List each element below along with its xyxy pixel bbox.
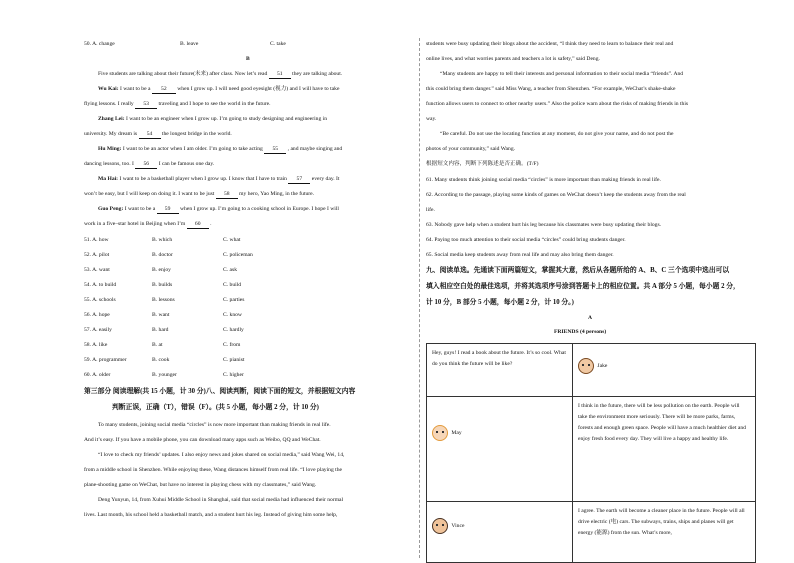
- passage-line: from a middle school in Shenzhen. While enjoying these, Wang distances himself from real life. “I love playing the: [84, 467, 342, 473]
- vince-name: Vince: [451, 522, 465, 529]
- option-b: B. hard: [152, 327, 169, 333]
- passage-line: online lives, and what worries parents and teachers a lot is safety,” said Deng.: [426, 56, 600, 62]
- option-c: C. policeman: [223, 252, 253, 258]
- intro-line: [98, 72, 342, 79]
- text: university. My dream is: [84, 131, 138, 137]
- option-a: 52. A. pilot: [84, 252, 110, 258]
- passage-line: function allows users to connect to other nearby users.” Also the police warn about the risks of making friends in this: [426, 101, 689, 107]
- option-c: C. hardly: [223, 327, 244, 333]
- option-c: C. know: [223, 312, 242, 318]
- option-b: B. want: [152, 312, 170, 318]
- hu-line-1: [98, 147, 342, 154]
- q50-row: [84, 41, 286, 48]
- statement-61: 61. Many students think joining social media “circles” is more important than making friends in real life.: [426, 177, 661, 183]
- option-a: 59. A. programmer: [84, 357, 127, 363]
- passage-line: this could bring them danger.” said Miss Wang, a teacher from Shenzhen. “For example, WeChat’s shake-shake: [426, 86, 676, 92]
- text: I want to be a: [124, 206, 156, 212]
- q50-option-b: B. leave: [180, 41, 199, 47]
- blank-51: 51: [269, 72, 291, 79]
- speaker-name: Wu Kai:: [98, 86, 119, 92]
- text: I want to be a: [119, 86, 151, 92]
- blank-55: 55: [264, 147, 286, 154]
- q50-option-a: 50. A. change: [84, 41, 115, 47]
- option-c: C. pianist: [223, 357, 245, 363]
- passage-line: To many students, joining social media “circles” is now more important than making friends in real life.: [98, 422, 331, 428]
- option-a: 57. A. easily: [84, 327, 112, 333]
- passage-line: Deng Yunyun, 14, from Xuhui Middle School in Shanghai, said that social media had influenced their normal: [98, 497, 344, 503]
- passage-line: “Many students are happy to tell their interests and personal information to their social media “friends”. And: [440, 71, 684, 77]
- option-a: 54. A. to build: [84, 282, 117, 288]
- jake-cell: [573, 344, 756, 397]
- jake-message: Hey, guys! I read a book about the future. It’s so cool. What do you think the future will be like?: [427, 344, 573, 397]
- judge-instruction: 根据短文内容，判断下列陈述是否正确。(T/F): [426, 161, 539, 167]
- option-b: B. younger: [152, 372, 177, 378]
- vince-avatar-icon: [432, 518, 448, 534]
- option-b: B. cook: [152, 357, 170, 363]
- text: I want to be an engineer when I grow up. I’m going to study designing and engineering in: [125, 116, 328, 122]
- option-c: C. higher: [223, 372, 244, 378]
- ma-line-2: [84, 192, 314, 199]
- option-a: 53. A. want: [84, 267, 110, 273]
- text: the longest bridge in the world.: [161, 131, 232, 137]
- passage-line: lives. Last month, his school held a basketball match, and a student hurt his leg. Instead of giving him some help,: [84, 512, 338, 518]
- guo-line-1: [98, 207, 339, 214]
- friends-row-jake: [427, 344, 756, 397]
- text: I want to be a basketball player when I grow up. I know that I have to train: [119, 176, 287, 182]
- may-name: May: [451, 429, 462, 436]
- section-a-label: A: [588, 315, 593, 321]
- option-c: C. from: [223, 342, 241, 348]
- section9-heading-3: 计 10 分，B 部分 5 小题，每小题 2 分，计 10 分。): [426, 299, 574, 306]
- zhang-line-1: [98, 117, 327, 123]
- option-b: B. lessons: [152, 297, 175, 303]
- passage-line: photos of your community,” said Wang.: [426, 146, 516, 152]
- section-b-label: B: [246, 56, 250, 62]
- text: I want to be an actor when I am older. I’m going to take acting: [122, 146, 263, 152]
- option-a: 60. A. older: [84, 372, 111, 378]
- wu-line-2: [84, 102, 271, 109]
- option-c: C. ask: [223, 267, 237, 273]
- option-c: C. parties: [223, 297, 245, 303]
- blank-59: 59: [157, 207, 179, 214]
- text: , and maybe singing and: [287, 146, 343, 152]
- option-b: B. doctor: [152, 252, 173, 258]
- section9-heading-1: 九、阅读单选。先通读下面两篇短文，掌握其大意，然后从各题所给的 A、B、C 三个选项中选出可以: [426, 267, 730, 274]
- blank-53: 53: [135, 102, 157, 109]
- text: traveling and I hope to see the world in the future.: [158, 101, 271, 107]
- blank-52: 52: [152, 87, 176, 94]
- blank-58: 58: [216, 192, 238, 199]
- text: work in a five–star hotel in Beijing when I’m: [84, 221, 186, 227]
- blank-56: 56: [135, 162, 157, 169]
- text: when I grow up. I will need good eyesight (视力) and I will have to take: [177, 86, 340, 92]
- part3-heading-2: 判断正误，正确（T），错误（F）。(共 5 小题，每小题 2 分，计 10 分): [112, 404, 319, 411]
- passage-line: students were busy updating their blogs about the accident, “I think they need to learn to balance their real and: [426, 41, 674, 47]
- option-c: C. build: [223, 282, 242, 288]
- may-message: I think in the future, there will be less pollution on the earth. People will take the environment more seriously. There will be more parks, farms, forests and enough green space. People will have a much healthier diet and enjoy fresh food every day. They will live a happy and healthy life.: [573, 397, 756, 502]
- text: dancing lessons, too. I: [84, 161, 134, 167]
- option-b: B. builds: [152, 282, 173, 288]
- option-b: B. which: [152, 237, 173, 243]
- statement-65: 65. Social media keep students away from real life and may also bring them danger.: [426, 252, 614, 258]
- statement-62-cont: life.: [426, 207, 435, 213]
- friends-row-may: [427, 397, 756, 502]
- friends-row-vince: [427, 502, 756, 563]
- friends-title: FRIENDS (4 persons): [554, 329, 607, 335]
- text: won’t be easy, but I will keep on doing it. I want to be just: [84, 191, 215, 197]
- text: when I grow up. I’m going to a cooking school in Europe. I hope I will: [180, 206, 339, 212]
- intro-text-end: they are talking about.: [292, 71, 343, 77]
- blank-54: 54: [139, 132, 161, 139]
- vince-cell: [427, 502, 573, 563]
- friends-table: [426, 343, 756, 563]
- guo-line-2: [84, 222, 212, 229]
- passage-line: “I love to check my friends’ updates. I also enjoy news and jokes shared on social media,” said Wang Wei, 14,: [98, 452, 345, 458]
- text: every day. It: [311, 176, 340, 182]
- passage-line: plane-shooting game on WeChat, but have no interest in playing chess with my classmates,” said Wang.: [84, 482, 317, 488]
- text: flying lessons. I really: [84, 101, 134, 107]
- ma-line-1: [98, 177, 339, 184]
- passage-line: And it’s easy. If you have a mobile phone, you can download many apps such as Weibo, QQ and WeChat.: [84, 437, 321, 443]
- may-cell: [427, 397, 573, 502]
- passage-line: “Be careful. Do not use the locating function at any moment, do not give your name, and do not post the: [440, 131, 674, 137]
- left-column: [84, 38, 412, 558]
- column-divider: [419, 38, 420, 558]
- blank-60: 60: [187, 222, 209, 229]
- statement-63: 63. Nobody gave help when a student hurt his leg because his classmates were busy updating their blogs.: [426, 222, 662, 228]
- option-a: 55. A. schools: [84, 297, 116, 303]
- part3-heading-1: 第三部分 阅读理解(共 15 小题，计 30 分)八、阅读判断，阅读下面的短文，并根据短文内容: [84, 388, 356, 395]
- option-b: B. enjoy: [152, 267, 171, 273]
- blank-57: 57: [288, 177, 310, 184]
- speaker-name: Ma Hai:: [98, 176, 119, 182]
- text: I can be famous one day.: [158, 161, 215, 167]
- vince-message: I agree. The earth will become a cleaner place in the future. People will all drive electric (电) cars. The subways, trains, ships and planes will get energy (能源) from the sun. What’s more,: [573, 502, 756, 563]
- wu-line-1: [98, 87, 339, 94]
- option-c: C. what: [223, 237, 241, 243]
- option-a: 56. A. hope: [84, 312, 110, 318]
- statement-62: 62. According to the passage, playing some kinds of games on WeChat doesn’t keep the students away from the real: [426, 192, 686, 198]
- option-b: B. at: [152, 342, 163, 348]
- option-a: 58. A. like: [84, 342, 108, 348]
- q50-option-c: C. take: [270, 41, 286, 47]
- speaker-name: Zhang Lei:: [98, 116, 125, 122]
- option-a: 51. A. how: [84, 237, 109, 243]
- jake-avatar-icon: [578, 358, 594, 374]
- hu-line-2: [84, 162, 214, 169]
- passage-line: way.: [426, 116, 437, 122]
- text: .: [210, 221, 212, 227]
- statement-64: 64. Paying too much attention to their social media “circles” could bring students danger.: [426, 237, 626, 243]
- zhang-line-2: [84, 132, 232, 139]
- section9-heading-2: 填入相应空白处的最佳选项，并将其选项序号涂到答题卡上的相应位置。共 A 部分 5 小题，每小题 2 分，: [426, 283, 740, 290]
- intro-text: Five students are talking about their future(未来) after class. Now let’s read: [98, 71, 268, 77]
- may-avatar-icon: [432, 425, 448, 441]
- jake-name: Jake: [597, 362, 608, 369]
- speaker-name: Hu Ming:: [98, 146, 122, 152]
- speaker-name: Guo Peng:: [98, 206, 124, 212]
- text: my hero, Yao Ming, in the future.: [239, 191, 315, 197]
